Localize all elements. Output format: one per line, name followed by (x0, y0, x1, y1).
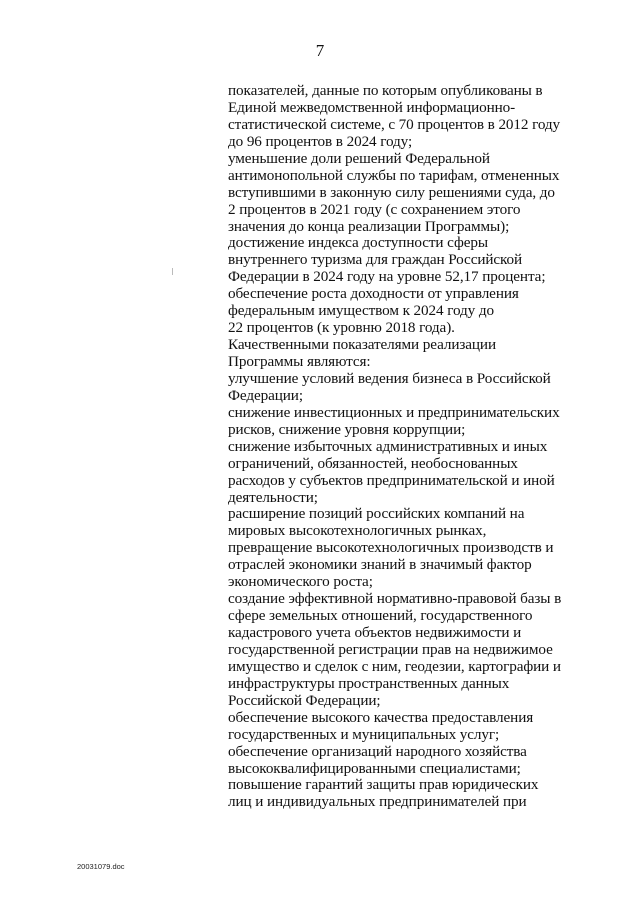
text-line: мировых высокотехнологичных рынках, (228, 522, 487, 540)
text-line: Программы являются: (228, 353, 371, 370)
text-line: обеспечение роста доходности от управления (228, 285, 519, 303)
text-line: повышение гарантий защиты прав юридических (228, 776, 539, 794)
text-line: Федерации; (228, 386, 303, 404)
text-line: обеспечение организаций народного хозяйства (228, 742, 527, 760)
text-line: улучшение условий ведения бизнеса в Российской (228, 369, 551, 387)
text-line: расходов у субъектов предпринимательской и иной (228, 471, 555, 489)
text-line: внутреннего туризма для граждан Российской (228, 251, 523, 269)
text-line: отраслей экономики знаний в значимый фактор (228, 556, 532, 574)
text-line: до 96 процентов в 2024 году; (228, 132, 413, 150)
text-line: государственной регистрации прав на недвижимое (228, 640, 553, 658)
text-line: Качественными показателями реализации (228, 336, 496, 354)
text-line: значения до конца реализации Программы); (228, 217, 510, 235)
text-line: экономического роста; (228, 573, 373, 591)
text-line: обеспечение высокого качества предоставления (228, 708, 534, 726)
footer-filename: 20031079.doc (77, 862, 125, 871)
text-line: Федерации в 2024 году на уровне 52,17 процента; (228, 268, 546, 286)
text-line: сфере земельных отношений, государственного (228, 607, 533, 625)
text-line: ограничений, обязанностей, необоснованных (228, 454, 518, 472)
margin-mark (172, 268, 173, 275)
text-line: показателей, данные по которым опубликованы в (228, 82, 543, 99)
text-line: создание эффективной нормативно-правовой базы в (228, 590, 562, 608)
text-line: статистической системе, с 70 процентов в 2012 году (228, 115, 561, 133)
text-line: антимонопольной службы по тарифам, отмененных (228, 166, 560, 184)
document-body-text (228, 83, 578, 811)
text-line: уменьшение доли решений Федеральной (228, 149, 490, 167)
text-line: кадастрового учета объектов недвижимости и (228, 624, 522, 641)
page-number: 7 (315, 41, 325, 60)
text-line: федеральным имуществом к 2024 году до (228, 302, 494, 320)
text-line: Российской Федерации; (228, 691, 381, 709)
text-line: превращение высокотехнологичных производств и (228, 539, 554, 557)
text-line: 2 процентов в 2021 году (с сохранением этого (228, 200, 521, 218)
text-line: государственных и муниципальных услуг; (228, 725, 500, 743)
text-line: снижение инвестиционных и предпринимательских (228, 403, 560, 421)
text-line: имущество и сделок с ним, геодезии, картографии и (228, 657, 561, 675)
text-line: лиц и индивидуальных предпринимателей при (228, 793, 527, 811)
text-line: вступившими в законную силу решениями суда, до (228, 183, 555, 201)
text-line: достижение индекса доступности сферы (228, 234, 488, 252)
text-line: высококвалифицированными специалистами; (228, 759, 521, 777)
text-line: 22 процентов (к уровню 2018 года). (228, 319, 455, 337)
text-line: Единой межведомственной информационно- (228, 98, 516, 116)
text-line: деятельности; (228, 488, 318, 506)
text-line: снижение избыточных административных и иных (228, 437, 548, 455)
text-line: инфраструктуры пространственных данных (228, 674, 510, 692)
text-line: рисков, снижение уровня коррупции; (228, 420, 466, 438)
text-line: расширение позиций российских компаний на (228, 505, 525, 523)
